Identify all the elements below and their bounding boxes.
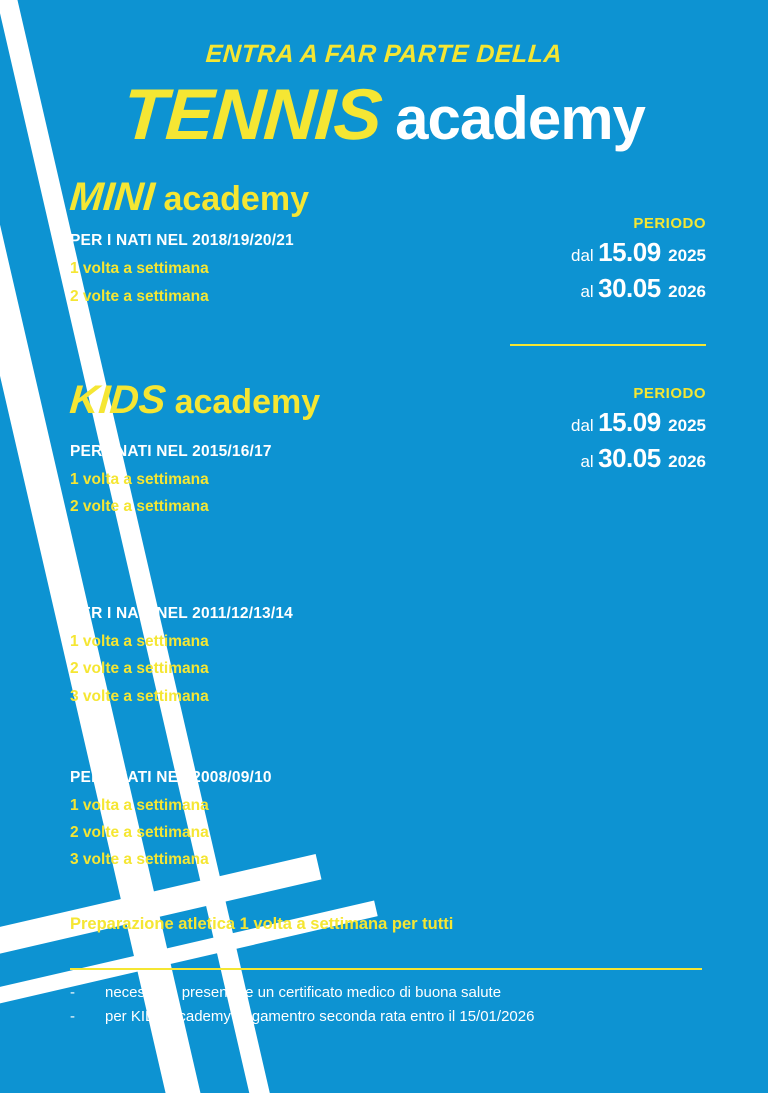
divider-top — [510, 344, 706, 346]
period-to-year-mini: 2026 — [668, 282, 706, 301]
frequency-kids-1-1: 1 volta a settimana — [70, 471, 209, 488]
period-to-date-mini: 30.05 — [598, 273, 661, 303]
footer-note-1-text: necessario presentare un certificato medico di buona salute — [105, 984, 502, 1001]
frequency-kids-2-2: 2 volte a settimana — [70, 660, 209, 677]
period-to-date-kids: 30.05 — [598, 443, 661, 473]
period-from-year-kids: 2025 — [668, 416, 706, 435]
frequency-mini-1-2: 2 volte a settimana — [70, 288, 209, 305]
page-title — [0, 74, 768, 156]
period-to-kids — [571, 443, 706, 474]
period-to-mini — [571, 273, 706, 304]
frequency-kids-1-2: 2 volte a settimana — [70, 498, 209, 515]
eyebrow-text: ENTRA A FAR PARTE DELLA — [204, 40, 564, 68]
period-label-kids: PERIODO — [633, 385, 706, 402]
period-label-mini: PERIODO — [633, 215, 706, 232]
period-from-mini — [571, 237, 706, 268]
section-title-kids-strong: KIDS — [68, 378, 168, 422]
section-title-mini — [70, 175, 309, 220]
period-from-date-mini: 15.09 — [598, 237, 661, 267]
frequency-mini-1-1: 1 volta a settimana — [70, 260, 209, 277]
born-line-mini-1: PER I NATI NEL 2018/19/20/21 — [70, 232, 294, 249]
born-line-kids-1: PER I NATI NEL 2015/16/17 — [70, 443, 272, 460]
athletic-preparation-note: Preparazione atletica 1 volta a settimana per tutti — [70, 915, 454, 933]
period-from-prefix-mini: dal — [571, 246, 594, 265]
period-from-prefix-kids: dal — [571, 416, 594, 435]
period-from-kids — [571, 407, 706, 438]
frequency-kids-3-3: 3 volte a settimana — [70, 851, 209, 868]
frequency-kids-3-2: 2 volte a settimana — [70, 824, 209, 841]
divider-bottom — [70, 968, 702, 970]
period-from-date-kids: 15.09 — [598, 407, 661, 437]
period-to-prefix-mini: al — [580, 282, 594, 301]
born-line-kids-3: PER I NATI NEL 2008/09/10 — [70, 769, 272, 786]
footer-note-2 — [70, 1008, 534, 1025]
page-title-highlight: TENNIS — [120, 75, 384, 155]
section-title-mini-light: academy — [163, 180, 309, 218]
section-title-mini-strong: MINI — [68, 175, 157, 219]
page-title-rest: academy — [395, 85, 645, 152]
period-from-year-mini: 2025 — [668, 246, 706, 265]
footer-note-1 — [70, 984, 501, 1001]
bullet-dash-icon: - — [70, 1008, 75, 1025]
frequency-kids-2-3: 3 volte a settimana — [70, 688, 209, 705]
period-to-year-kids: 2026 — [668, 452, 706, 471]
section-title-kids-light: academy — [174, 383, 321, 421]
born-line-kids-2: PER I NATI NEL 2011/12/13/14 — [70, 605, 294, 622]
period-to-prefix-kids: al — [580, 452, 594, 471]
frequency-kids-3-1: 1 volta a settimana — [70, 797, 209, 814]
period-block-mini — [571, 215, 706, 304]
bullet-dash-icon: - — [70, 984, 75, 1001]
period-block-kids — [571, 385, 706, 474]
frequency-kids-2-1: 1 volta a settimana — [70, 633, 209, 650]
footer-note-2-text: per KIDS academy pagamentro seconda rata entro il 15/01/2026 — [105, 1008, 535, 1025]
section-title-kids — [70, 378, 320, 423]
